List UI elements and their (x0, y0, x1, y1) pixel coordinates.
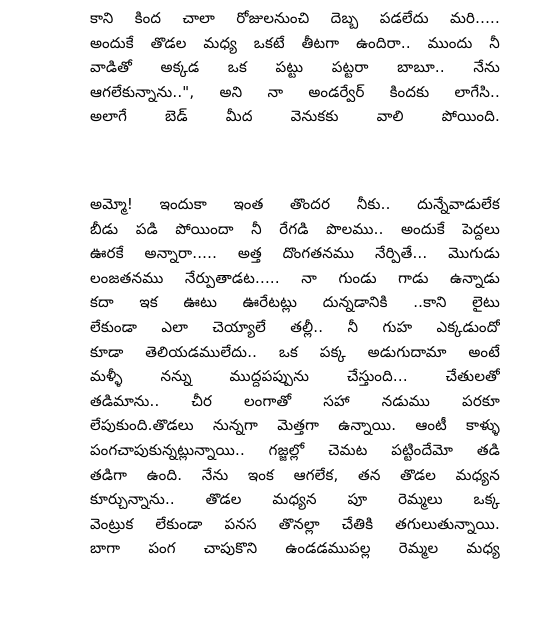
text-line: ఆగలేకున్నాను..", అని నా అండర్వేర్ కిందకు లాగేసి.. (90, 82, 500, 101)
text-line: తడిగా ఉంది. నేను ఇంక ఆగలేక, తన తొడల మధ్యన (90, 465, 500, 484)
text-line: లేకుండా ఎలా చెయ్యాలే తల్లీ.. నీ గుహ ఎక్కడుందో (90, 317, 500, 336)
text-line: బాగా పంగ చాపుకొని ఉండడముపల్ల రెమ్మల మధ్య (90, 539, 500, 558)
text-line: తడిమాను.. చీర లంగాతో సహా నడుము పరకూ (90, 391, 500, 410)
text-line: అలాగే బెడ్ మీద వెనుకకు వాలి పోయింది. (90, 107, 500, 126)
text-line: వాడితో అక్కడ ఒక పట్టు పట్టరా బాబూ.. నేను (90, 58, 500, 77)
text-line: వెంట్రుక లేకుండా పనస తొనల్లా చేతికి తగులుతున్నాయి. (90, 514, 500, 533)
text-line: మళ్ళీ నన్ను ముద్దపప్పును చేస్తుంది... చేతులతో (90, 367, 500, 386)
paragraph-2 (90, 192, 500, 561)
paragraph-1 (90, 6, 500, 129)
text-line: అందుకే తొడల మధ్య ఒకటే తీటగా ఉందిరా.. ముందు నీ (90, 33, 500, 52)
text-line: కదా ఇక ఊటు ఊరేటట్లు దున్నడానికి ..కాని లైటు (90, 293, 500, 312)
text-line: కూర్చున్నాను.. తొడల మధ్యన పూ రెమ్మలు ఒక్క (90, 490, 500, 509)
text-line: కాని కింద చాలా రోజులనుంచి దెబ్బ పడలేదు మరి..... (90, 9, 500, 27)
text-line: కూడా తెలియడములేదు.. ఒక పక్క అడుగుదామా అంటే (90, 342, 500, 361)
text-line: పంగచాపుకున్నట్లున్నాయి.. గజ్జల్లో చెమట పట్టిందేమో తడి (90, 440, 500, 459)
text-line: లంజతనము నేర్పుతాడట..... నా గుండు గాడు ఉన్నాడు (90, 268, 500, 287)
text-line: లేపుకుంది.తొడలు నున్నగా మెత్తగా ఉన్నాయి. ఆంటీ కాళ్ళు (90, 416, 500, 435)
text-line: బీడు పడి పోయిందా నీ రేగడి పొలము.. అందుకే పెద్దలు (90, 219, 500, 238)
text-line: ఊరకే అన్నారా..... అత్త దొంగతనము నేర్పితే... మొగుడు (90, 244, 500, 263)
text-line: అమ్మో! ఇందుకా ఇంత తొందర నీకు.. దున్నేవాడులేక (90, 195, 500, 213)
